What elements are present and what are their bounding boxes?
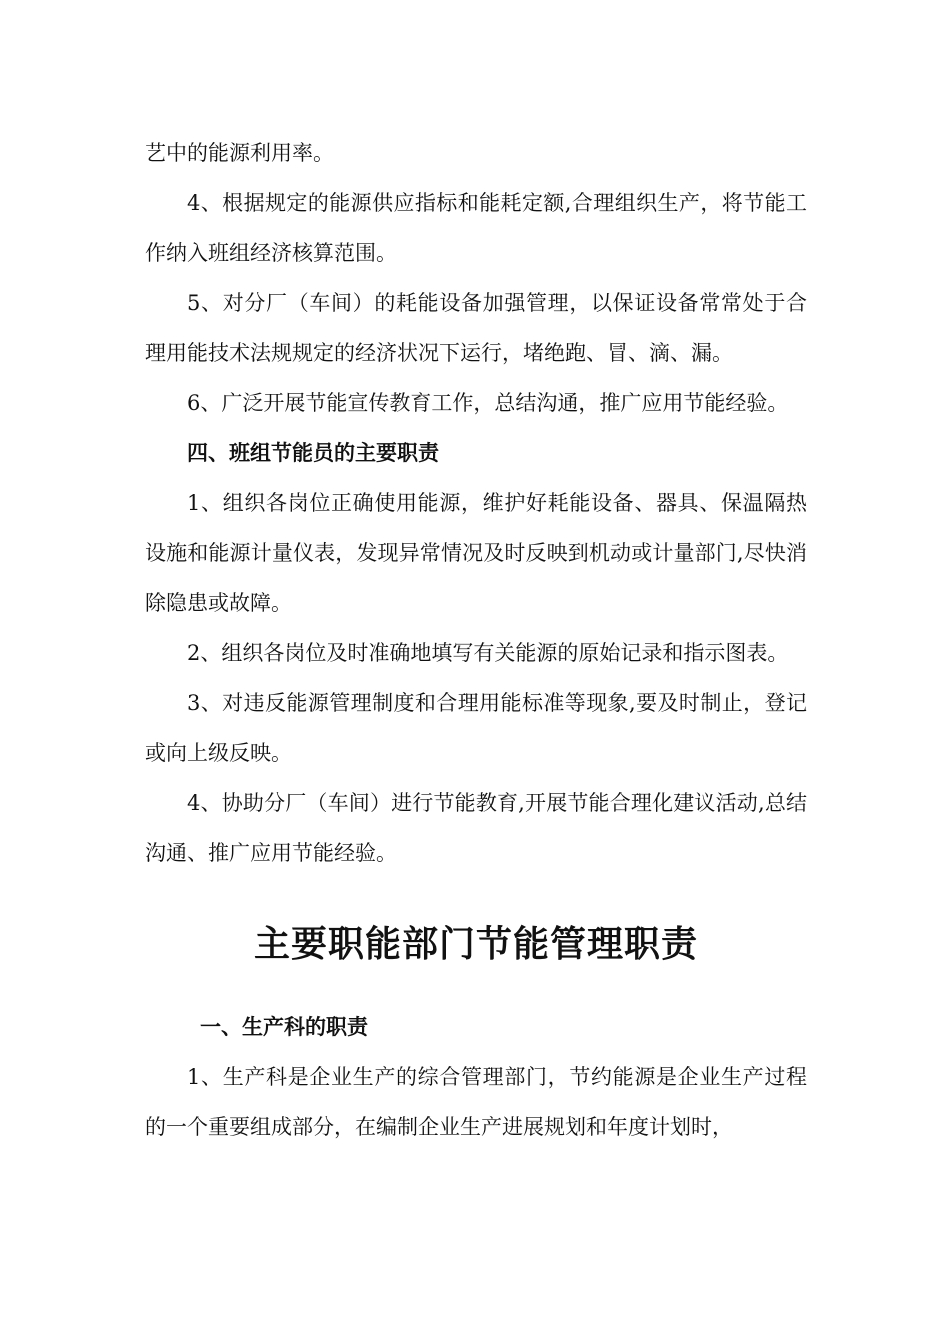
section-heading-team-energy-officer: 四、班组节能员的主要职责 bbox=[187, 440, 439, 465]
paragraph-item-5: 5、对分厂（车间）的耗能设备加强管理，以保证设备常常处于合理用能技术法规规定的经济状况下运行，堵绝跑、冒、滴、漏。 bbox=[145, 291, 807, 365]
paragraph-item-6: 6、广泛开展节能宣传教育工作，总结沟通，推广应用节能经验。 bbox=[187, 391, 789, 415]
paragraph-duty-1: 1、组织各岗位正确使用能源，维护好耗能设备、器具、保温隔热设施和能源计量仪表，发现异常情况及时反映到机动或计量部门,尽快消除隐患或故障。 bbox=[145, 491, 807, 615]
paragraph-item-4: 4、根据规定的能源供应指标和能耗定额,合理组织生产，将节能工作纳入班组经济核算范围。 bbox=[145, 191, 807, 265]
paragraph-production-1: 1、生产科是企业生产的综合管理部门，节约能源是企业生产过程的一个重要组成部分，在编制企业生产进展规划和年度计划时， bbox=[145, 1065, 807, 1139]
section-heading-production-dept: 一、生产科的职责 bbox=[200, 1014, 368, 1039]
paragraph-duty-4: 4、协助分厂（车间）进行节能教育,开展节能合理化建议活动,总结沟通、推广应用节能经验。 bbox=[145, 791, 807, 865]
paragraph-duty-3: 3、对违反能源管理制度和合理用能标准等现象,要及时制止，登记或向上级反映。 bbox=[145, 691, 807, 765]
document-body bbox=[145, 128, 807, 1152]
paragraph-continuation: 艺中的能源利用率。 bbox=[145, 141, 334, 165]
paragraph-duty-2: 2、组织各岗位及时准确地填写有关能源的原始记录和指示图表。 bbox=[187, 641, 789, 665]
page-title: 主要职能部门节能管理职责 bbox=[253, 923, 698, 965]
